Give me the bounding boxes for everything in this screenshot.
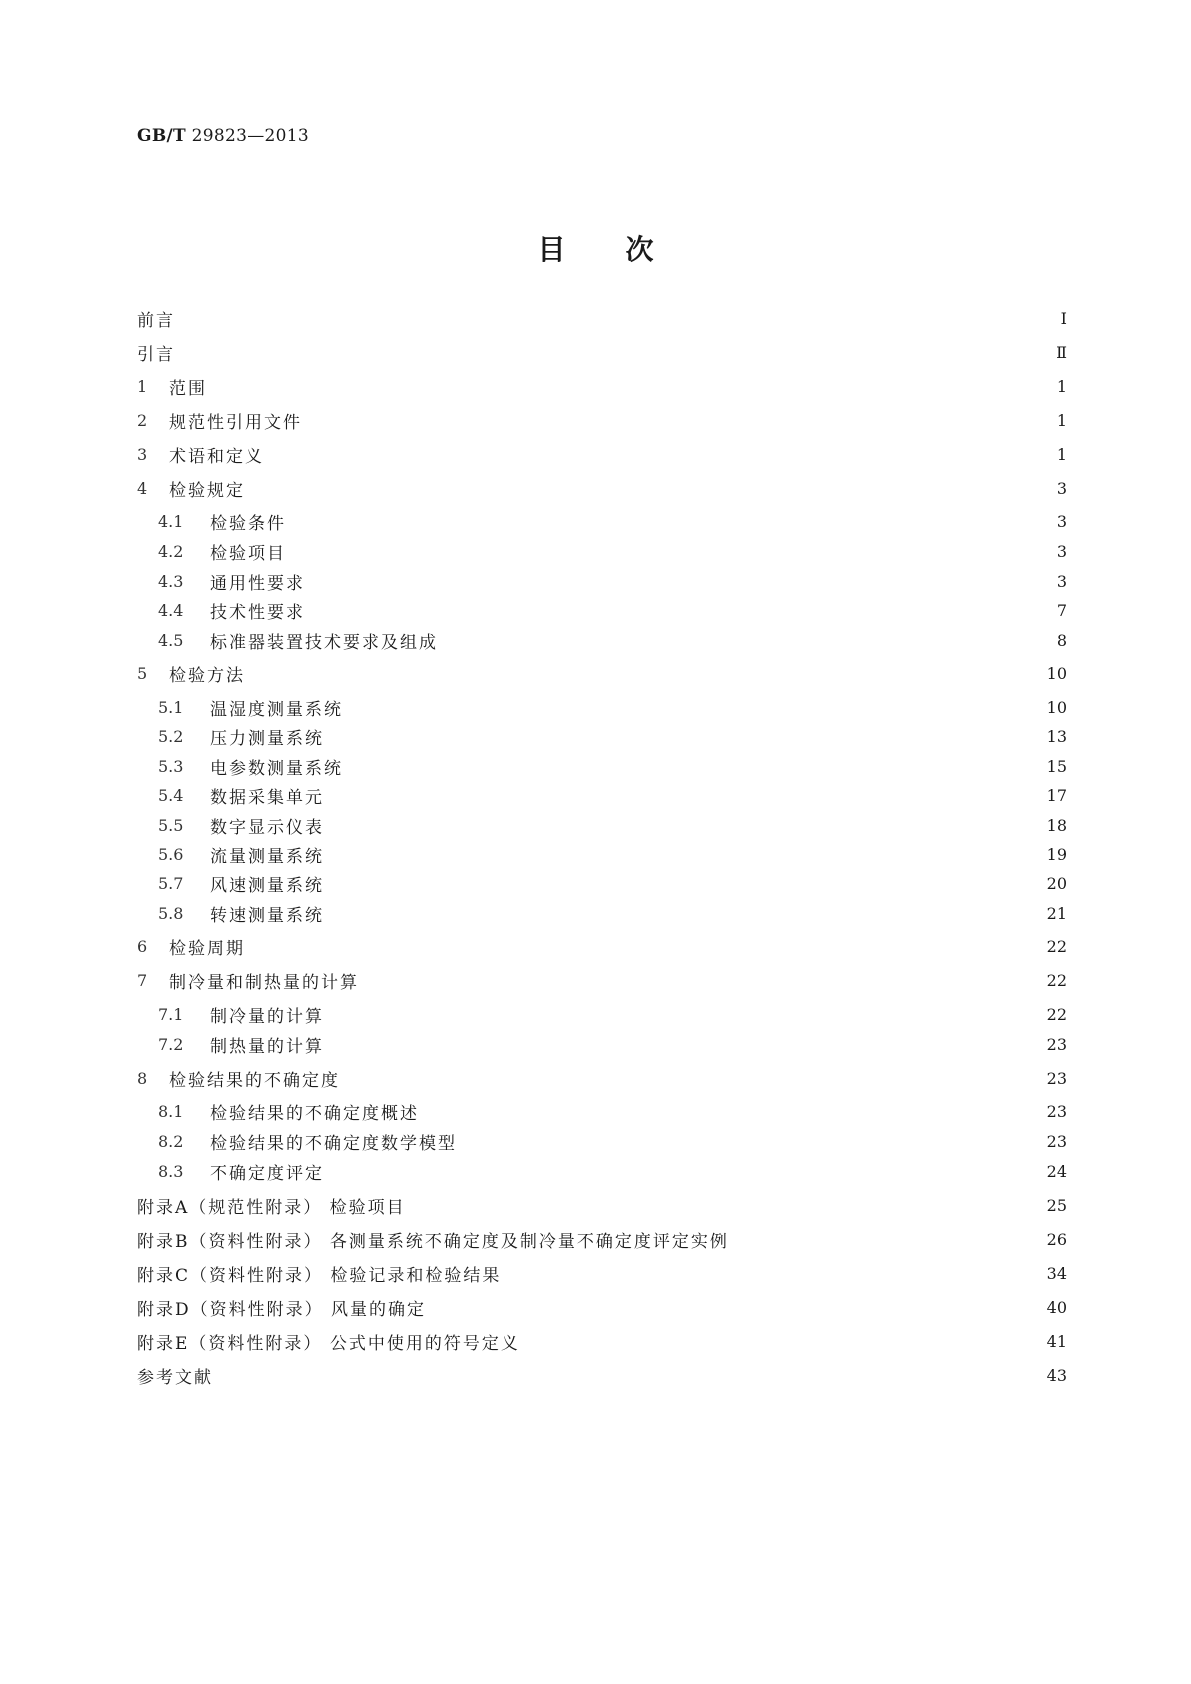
toc-entry-page: 22 <box>1046 936 1067 956</box>
toc-entry[interactable] <box>158 1129 1067 1153</box>
toc-entry-page: 23 <box>1046 1131 1067 1151</box>
toc-entry[interactable] <box>137 1329 1067 1353</box>
toc-entry-label: 前言 <box>137 310 175 331</box>
toc-entry[interactable] <box>137 968 1067 992</box>
toc-entry-label: 范围 <box>169 378 207 399</box>
toc-entry-number: 4.2 <box>158 541 184 561</box>
toc-entry-label: 检验周期 <box>169 938 245 959</box>
toc-entry-number: 5.8 <box>158 903 184 923</box>
toc-entry-page: 8 <box>1056 630 1067 650</box>
toc-entry-label: 附录E（资料性附录） 公式中使用的符号定义 <box>137 1333 520 1354</box>
toc-entry-label: 压力测量系统 <box>210 728 324 749</box>
toc-entry-page: 3 <box>1056 571 1067 591</box>
toc-entry-label: 制冷量和制热量的计算 <box>169 972 359 993</box>
toc-entry[interactable] <box>158 1032 1067 1056</box>
toc-entry[interactable] <box>137 1295 1067 1319</box>
toc-entry-page: 25 <box>1046 1195 1067 1215</box>
toc-entry[interactable] <box>158 842 1067 866</box>
toc-entry-number: 4.4 <box>158 600 184 620</box>
toc-entry-page: 15 <box>1046 756 1067 776</box>
dot-leader <box>351 754 1037 778</box>
toc-entry-page: 3 <box>1056 478 1067 498</box>
toc-entry-page: 26 <box>1046 1229 1067 1249</box>
toc-entry-page: 1 <box>1056 376 1067 396</box>
dot-leader <box>313 598 1037 622</box>
toc-entry-number: 5.6 <box>158 844 184 864</box>
standard-prefix: GB/T <box>137 126 186 146</box>
toc-entry-label: 制热量的计算 <box>210 1036 324 1057</box>
toc-entry-label: 检验条件 <box>210 513 286 534</box>
toc-entry-number: 8.3 <box>158 1161 184 1181</box>
toc-entry-page: 21 <box>1046 903 1067 923</box>
toc-entry-number: 4 <box>137 478 148 498</box>
toc-entry-page: 10 <box>1046 697 1067 717</box>
toc-entry-page: 1 <box>1056 410 1067 430</box>
dot-leader <box>446 628 1037 652</box>
toc-entry-page: 43 <box>1046 1365 1067 1385</box>
dot-leader <box>253 934 1037 958</box>
toc-entry-page: Ⅱ <box>1056 342 1067 362</box>
toc-entry[interactable] <box>137 442 1067 466</box>
toc-entry-number: 7.1 <box>158 1004 184 1024</box>
toc-entry[interactable] <box>137 934 1067 958</box>
toc-entry[interactable] <box>158 813 1067 837</box>
toc-entry[interactable] <box>137 340 1067 364</box>
toc-entry-label: 引言 <box>137 344 175 365</box>
toc-entry-number: 8.2 <box>158 1131 184 1151</box>
toc-entry[interactable] <box>158 871 1067 895</box>
toc-entry[interactable] <box>158 754 1067 778</box>
toc-entry[interactable] <box>137 1261 1067 1285</box>
dot-leader <box>414 1193 1037 1217</box>
toc-entry[interactable] <box>158 539 1067 563</box>
dot-leader <box>332 871 1037 895</box>
dot-leader <box>253 476 1037 500</box>
toc-entry-number: 4.3 <box>158 571 184 591</box>
toc-entry[interactable] <box>158 1159 1067 1183</box>
toc-entry[interactable] <box>158 901 1067 925</box>
toc-entry-page: 20 <box>1046 873 1067 893</box>
dot-leader <box>332 1159 1037 1183</box>
toc-entry[interactable] <box>137 1066 1067 1090</box>
toc-entry[interactable] <box>137 476 1067 500</box>
toc-entry-number: 5.2 <box>158 726 184 746</box>
toc-entry-label: 通用性要求 <box>210 573 305 594</box>
dot-leader <box>465 1129 1037 1153</box>
toc-entry[interactable] <box>137 408 1067 432</box>
toc-entry-label: 标准器装置技术要求及组成 <box>210 632 438 653</box>
toc-entry-label: 流量测量系统 <box>210 846 324 867</box>
dot-leader <box>221 1363 1037 1387</box>
dot-leader <box>434 1295 1037 1319</box>
dot-leader <box>310 408 1037 432</box>
toc-entry[interactable] <box>158 695 1067 719</box>
toc-entry-label: 转速测量系统 <box>210 905 324 926</box>
toc-entry-number: 8.1 <box>158 1101 184 1121</box>
dot-leader <box>332 1002 1037 1026</box>
toc-entry[interactable] <box>158 509 1067 533</box>
toc-entry-label: 数据采集单元 <box>210 787 324 808</box>
toc-entry[interactable] <box>137 1363 1067 1387</box>
toc-entry[interactable] <box>137 1227 1067 1251</box>
toc-entry-number: 5 <box>137 663 148 683</box>
toc-entry-page: Ⅰ <box>1060 308 1067 328</box>
toc-entry-number: 4.5 <box>158 630 184 650</box>
toc-entry[interactable] <box>158 1002 1067 1026</box>
dot-leader <box>313 569 1037 593</box>
dot-leader <box>332 842 1037 866</box>
dot-leader <box>332 724 1037 748</box>
dot-leader <box>294 539 1037 563</box>
toc-entry-page: 40 <box>1046 1297 1067 1317</box>
toc-entry-label: 检验结果的不确定度 <box>169 1070 340 1091</box>
dot-leader <box>332 813 1037 837</box>
toc-entry-number: 5.3 <box>158 756 184 776</box>
toc-entry-number: 4.1 <box>158 511 184 531</box>
toc-entry-label: 电参数测量系统 <box>210 758 343 779</box>
toc-entry-label: 技术性要求 <box>210 602 305 623</box>
toc-entry-page: 34 <box>1046 1263 1067 1283</box>
dot-leader <box>253 661 1037 685</box>
toc-entry-number: 5.4 <box>158 785 184 805</box>
toc-entry[interactable] <box>137 1193 1067 1217</box>
toc-entry-label: 规范性引用文件 <box>169 412 302 433</box>
toc-entry-number: 5.7 <box>158 873 184 893</box>
toc-entry-page: 24 <box>1046 1161 1067 1181</box>
dot-leader <box>351 695 1037 719</box>
toc-entry-number: 6 <box>137 936 148 956</box>
toc-entry[interactable] <box>158 598 1067 622</box>
toc-entry-page: 23 <box>1046 1101 1067 1121</box>
toc-entry-label: 检验结果的不确定度概述 <box>210 1103 419 1124</box>
toc-entry[interactable] <box>158 628 1067 652</box>
toc-entry[interactable] <box>137 661 1067 685</box>
dot-leader <box>332 783 1037 807</box>
dot-leader <box>332 901 1037 925</box>
toc-entry-number: 1 <box>137 376 148 396</box>
toc-entry[interactable] <box>158 1099 1067 1123</box>
dot-leader <box>215 374 1037 398</box>
page-title: 目次 <box>537 233 714 266</box>
toc-entry-label: 数字显示仪表 <box>210 817 324 838</box>
toc-entry-page: 3 <box>1056 541 1067 561</box>
toc-entry-label: 附录D（资料性附录） 风量的确定 <box>137 1299 427 1320</box>
dot-leader <box>183 306 1037 330</box>
toc-entry-page: 17 <box>1046 785 1067 805</box>
toc-entry-page: 10 <box>1046 663 1067 683</box>
dot-leader <box>509 1261 1037 1285</box>
toc-entry-label: 不确定度评定 <box>210 1163 324 1184</box>
toc-entry-label: 附录C（资料性附录） 检验记录和检验结果 <box>137 1265 502 1286</box>
toc-entry-label: 风速测量系统 <box>210 875 324 896</box>
toc-entry-page: 3 <box>1056 511 1067 531</box>
toc-entry-label: 制冷量的计算 <box>210 1006 324 1027</box>
toc-entry-page: 23 <box>1046 1068 1067 1088</box>
toc-entry-number: 5.5 <box>158 815 184 835</box>
toc-entry-page: 1 <box>1056 444 1067 464</box>
toc-entry-label: 附录A（规范性附录） 检验项目 <box>137 1197 406 1218</box>
toc-entry-label: 检验方法 <box>169 665 245 686</box>
toc-entry-number: 5.1 <box>158 697 184 717</box>
toc-entry-number: 2 <box>137 410 148 430</box>
standard-number <box>137 126 309 146</box>
toc-entry-page: 41 <box>1046 1331 1067 1351</box>
toc-entry[interactable] <box>158 783 1067 807</box>
toc-entry-number: 7 <box>137 970 148 990</box>
toc-entry-label: 附录B（资料性附录） 各测量系统不确定度及制冷量不确定度评定实例 <box>137 1231 729 1252</box>
toc-entry[interactable] <box>158 724 1067 748</box>
toc-entry-number: 8 <box>137 1068 148 1088</box>
toc-entry-page: 19 <box>1046 844 1067 864</box>
toc-entry-number: 7.2 <box>158 1034 184 1054</box>
toc-entry-page: 7 <box>1056 600 1067 620</box>
dot-leader <box>427 1099 1037 1123</box>
dot-leader <box>528 1329 1037 1353</box>
toc-entry[interactable] <box>158 569 1067 593</box>
dot-leader <box>737 1227 1037 1251</box>
toc-entry-label: 参考文献 <box>137 1367 213 1388</box>
toc-entry-page: 23 <box>1046 1034 1067 1054</box>
toc-entry[interactable] <box>137 374 1067 398</box>
dot-leader <box>367 968 1037 992</box>
toc-entry-label: 术语和定义 <box>169 446 264 467</box>
toc-entry-page: 13 <box>1046 726 1067 746</box>
toc-entry-page: 18 <box>1046 815 1067 835</box>
toc-entry-number: 3 <box>137 444 148 464</box>
toc-entry-label: 检验规定 <box>169 480 245 501</box>
dot-leader <box>348 1066 1037 1090</box>
toc-entry-label: 检验结果的不确定度数学模型 <box>210 1133 457 1154</box>
toc-entry[interactable] <box>137 306 1067 330</box>
toc-entry-page: 22 <box>1046 1004 1067 1024</box>
toc-entry-page: 22 <box>1046 970 1067 990</box>
standard-code: 29823—2013 <box>185 126 310 146</box>
dot-leader <box>332 1032 1037 1056</box>
dot-leader <box>294 509 1037 533</box>
dot-leader <box>272 442 1037 466</box>
dot-leader <box>183 340 1037 364</box>
toc-entry-label: 检验项目 <box>210 543 286 564</box>
toc-entry-label: 温湿度测量系统 <box>210 699 343 720</box>
